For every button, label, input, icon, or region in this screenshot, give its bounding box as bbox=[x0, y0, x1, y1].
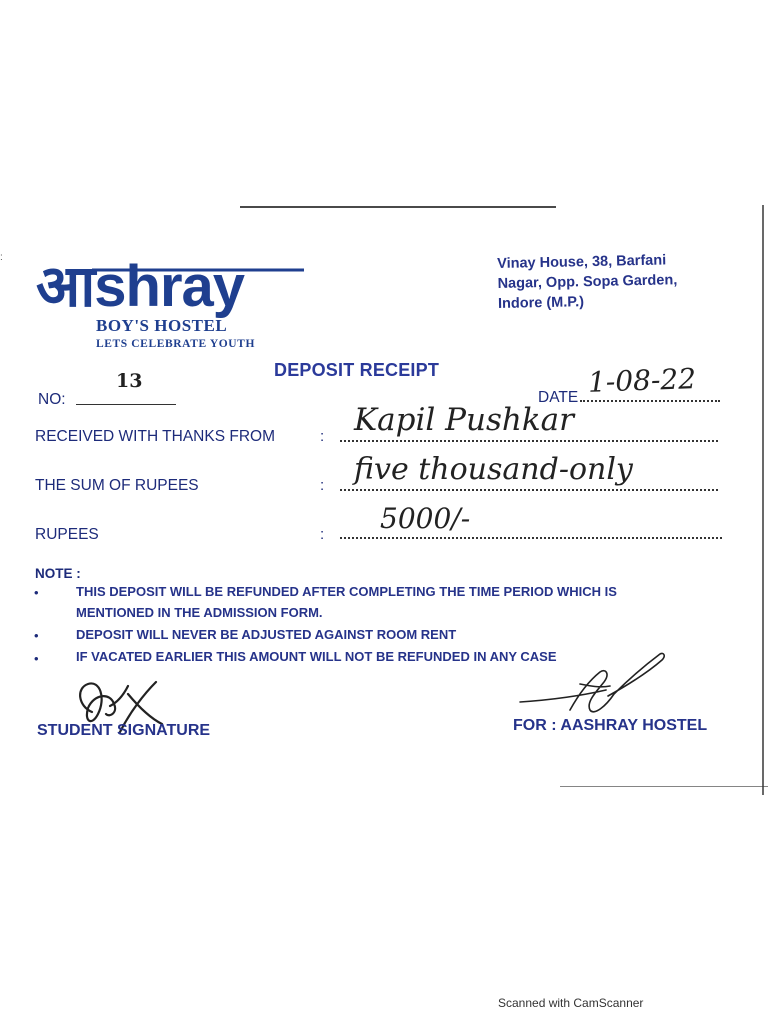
hostel-signature-label: FOR : AASHRAY HOSTEL bbox=[513, 717, 708, 734]
scanner-watermark: Scanned with CamScanner bbox=[498, 996, 644, 1010]
bullet: • bbox=[34, 651, 39, 666]
bullet: • bbox=[34, 585, 39, 600]
sum-line bbox=[340, 489, 718, 491]
receipt-no-line bbox=[76, 404, 176, 405]
colon: : bbox=[320, 477, 325, 494]
colon: : bbox=[320, 526, 325, 543]
received-from-label: RECEIVED WITH THANKS FROM bbox=[35, 428, 275, 445]
address-line: Indore (M.P.) bbox=[497, 294, 585, 312]
logo-subtitle: BOY'S HOSTEL bbox=[96, 316, 228, 335]
edge-mark: : bbox=[0, 252, 3, 263]
date-line bbox=[580, 400, 720, 402]
sum-value: five thousand-only bbox=[354, 452, 633, 487]
note-item: DEPOSIT WILL NEVER BE ADJUSTED AGAINST ROOM RENT bbox=[76, 627, 457, 642]
logo-wordmark: आshray bbox=[36, 262, 245, 319]
received-from-line bbox=[340, 440, 718, 442]
receipt-no-label: NO: bbox=[38, 391, 66, 408]
receipt-no-value: 13 bbox=[116, 370, 143, 392]
paper-edge-bottom bbox=[560, 786, 768, 787]
paper-edge-right bbox=[762, 205, 764, 795]
sum-label: THE SUM OF RUPEES bbox=[35, 477, 199, 494]
rupees-value: 5000/- bbox=[380, 502, 471, 535]
student-signature-label: STUDENT SIGNATURE bbox=[37, 722, 211, 739]
address-line: Vinay House, 38, Barfani bbox=[497, 252, 667, 272]
hostel-address bbox=[497, 249, 738, 314]
date-label: DATE bbox=[538, 389, 579, 406]
date-value: 1-08-22 bbox=[587, 362, 697, 399]
note-item: THIS DEPOSIT WILL BE REFUNDED AFTER COMPLETING THE TIME PERIOD WHICH IS bbox=[76, 584, 617, 599]
received-from-value: Kapil Pushkar bbox=[354, 402, 574, 438]
note-item: MENTIONED IN THE ADMISSION FORM. bbox=[76, 605, 323, 620]
rupees-line bbox=[340, 537, 722, 539]
note-item: IF VACATED EARLIER THIS AMOUNT WILL NOT BE REFUNDED IN ANY CASE bbox=[76, 649, 557, 664]
paper-edge-top bbox=[240, 206, 556, 208]
address-line: Nagar, Opp. Sopa Garden, bbox=[497, 272, 678, 292]
logo-tagline: LETS CELEBRATE YOUTH bbox=[96, 338, 255, 350]
receipt-title: DEPOSIT RECEIPT bbox=[274, 360, 440, 380]
note-heading: NOTE : bbox=[35, 566, 81, 581]
rupees-label: RUPEES bbox=[35, 526, 99, 543]
bullet: • bbox=[34, 628, 39, 643]
colon: : bbox=[320, 428, 325, 445]
